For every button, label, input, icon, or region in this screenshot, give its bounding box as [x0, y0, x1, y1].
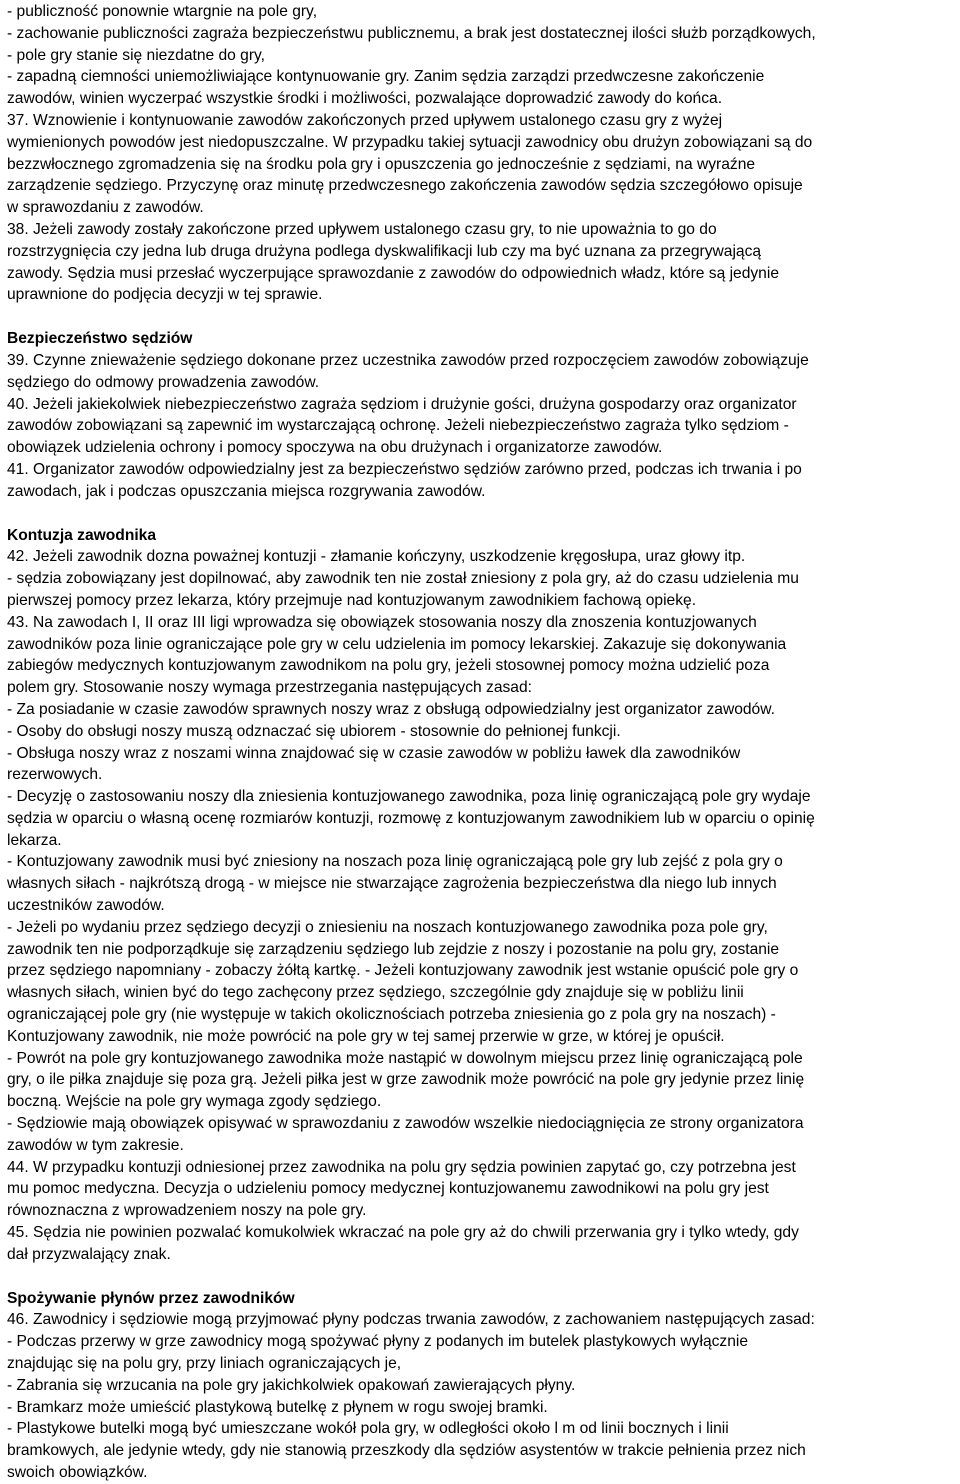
text-line: zawodników poza linie ograniczające pole gry w celu udzielenia im pomocy lekarskiej. Zakazuje się dokonywania: [7, 635, 787, 653]
text-line: zawodów zobowiązani są zapewnić im wystarczającą ochronę. Jeżeli niebezpieczeństwo zagraża tylko sędziom -: [7, 417, 789, 435]
text-line: 41. Organizator zawodów odpowiedzialny jest za bezpieczeństwo sędziów zarówno przed, podczas ich trwania i po: [7, 460, 802, 478]
text-line: - Podczas przerwy w grze zawodnicy mogą spożywać płyny z podanych im butelek plastykowych wyłącznie: [7, 1333, 749, 1351]
text-line: w sprawozdaniu z zawodów.: [7, 199, 204, 217]
text-line: zabiegów medycznych kontuzjowanym zawodnikom na polu gry, jeżeli stosownej pomocy można udzielić poza: [7, 657, 770, 675]
text-line: 39. Czynne znieważenie sędziego dokonane przez uczestnika zawodów przed rozpoczęciem zawodów zobowiązuje: [7, 351, 809, 369]
paragraph: [7, 546, 953, 1265]
text-line: lekarza.: [7, 831, 62, 849]
text-line: zarządzenie sędziego. Przyczynę oraz minutę przedwczesnego zakończenia zawodów sędzia szczegółowo opisuje: [7, 177, 803, 195]
section-heading: Bezpieczeństwo sędziów: [7, 330, 193, 348]
text-line: - Bramkarz może umieścić plastykową butelkę z płynem w rogu swojej bramki.: [7, 1398, 548, 1416]
text-line: 37. Wznowienie i kontynuowanie zawodów zakończonych przed upływem ustalonego czasu gry z wyżej: [7, 111, 723, 129]
text-line: dał przyzwalający znak.: [7, 1245, 171, 1263]
paragraph: [7, 350, 953, 503]
text-line: sędzia w oparciu o własną ocenę rozmiarów kontuzji, rozmowę z kontuzjowanym zawodnikiem lub w oparciu o opinię: [7, 809, 815, 827]
text-line: zawodów, winien wyczerpać wszystkie środki i możliwości, pozwalające doprowadzić zawody do końca.: [7, 90, 723, 108]
text-line: 45. Sędzia nie powinien pozwalać komukolwiek wkraczać na pole gry aż do chwili przerwania gry i tylko wtedy, gdy: [7, 1224, 799, 1242]
text-line: 38. Jeżeli zawody zostały zakończone przed upływem ustalonego czasu gry, to nie upoważnia to go do: [7, 220, 717, 238]
text-line: - Plastykowe butelki mogą być umieszczane wokół pola gry, w odległości około l m od linii bocznych i linii: [7, 1420, 729, 1438]
text-line: - Za posiadanie w czasie zawodów sprawnych noszy wraz z obsługą odpowiedzialny jest organizator zawodów.: [7, 700, 775, 718]
text-line: - Zabrania się wrzucania na pole gry jakichkolwiek opakowań zawierających płyny.: [7, 1376, 576, 1394]
text-line: - Kontuzjowany zawodnik musi być zniesiony na noszach poza linię ograniczającą pole gry lub zejść z pola gry o: [7, 853, 783, 871]
section-spacer: [7, 306, 953, 328]
text-line: bramkowych, ale jedynie wtedy, gdy nie stanowią przeszkody dla sędziów asystentów w trakcie pełnienia przez nich: [7, 1442, 806, 1460]
text-line: 43. Na zawodach I, II oraz III ligi wprowadza się obowiązek stosowania noszy dla znoszenia kontuzjowanych: [7, 613, 757, 631]
section-heading: Kontuzja zawodnika: [7, 526, 157, 544]
text-line: sędziego do odmowy prowadzenia zawodów.: [7, 373, 320, 391]
text-line: - Obsługa noszy wraz z noszami winna znajdować się w czasie zawodów w pobliżu ławek dla zawodników: [7, 744, 741, 762]
text-line: 42. Jeżeli zawodnik dozna poważnej kontuzji - złamanie kończyny, uszkodzenie kręgosłupa, uraz głowy itp.: [7, 548, 746, 566]
text-line: boczną. Wejście na pole gry wymaga zgody sędziego.: [7, 1093, 382, 1111]
text-line: - sędzia zobowiązany jest dopilnować, aby zawodnik ten nie został zniesiony z pola gry, aż do czasu udzielenia mu: [7, 570, 799, 588]
text-line: 44. W przypadku kontuzji odniesionej przez zawodnika na polu gry sędzia powinien zapytać go, czy potrzebna jest: [7, 1158, 796, 1176]
text-line: uprawnione do podjęcia decyzji w tej sprawie.: [7, 286, 323, 304]
text-line: przez sędziego napomniany - zobaczy żółtą kartkę. - Jeżeli kontuzjowany zawodnik jest wstanie opuścić pole gry o: [7, 962, 799, 980]
text-line: - Powrót na pole gry kontuzjowanego zawodnika może nastąpić w dowolnym miejscu przez linię ograniczającą pole: [7, 1049, 803, 1067]
text-line: rezerwowych.: [7, 766, 103, 784]
text-line: polem gry. Stosowanie noszy wymaga przestrzegania następujących zasad:: [7, 679, 532, 697]
text-line: - Decyzję o zastosowaniu noszy dla zniesienia kontuzjowanego zawodnika, poza linię ograniczającą pole gry wydaje: [7, 788, 811, 806]
text-line: własnych siłach, winien być do tego zachęcony przez sędziego, szczególnie gdy znajduje się w pobliżu linii: [7, 984, 744, 1002]
text-line: wymienionych powodów jest niedopuszczalne. W przypadku takiej sytuacji zawodnicy obu drużyn zobowiązani są do: [7, 133, 813, 151]
paragraph: [7, 1, 953, 306]
text-line: zawodach, jak i podczas opuszczania miejsca rozgrywania zawodów.: [7, 482, 486, 500]
text-line: pierwszej pomocy przez lekarza, który przejmuje nad kontuzjowanym zawodnikiem fachową opiekę.: [7, 591, 697, 609]
text-line: mu pomoc medyczna. Decyzja o udzieleniu pomocy medycznej kontuzjowanemu zawodnikowi na polu gry jest: [7, 1180, 769, 1198]
text-line: zawodnik ten nie podporządkuje się zarządzeniu sędziego lub zejdzie z noszy i pozostanie na polu gry, zostanie: [7, 940, 780, 958]
text-line: równoznaczna z wprowadzeniem noszy na pole gry.: [7, 1202, 367, 1220]
text-line: 40. Jeżeli jakiekolwiek niebezpieczeństwo zagraża sędziom i drużynie gości, drużyna gospodarzy oraz organizator: [7, 395, 797, 413]
text-line: - zachowanie publiczności zagraża bezpieczeństwu publicznemu, a brak jest dostatecznej ilości służb porządkowych,: [7, 24, 816, 42]
text-line: swoich obowiązków.: [7, 1464, 148, 1481]
text-line: - zapadną ciemności uniemożliwiające kontynuowanie gry. Zanim sędzia zarządzi przedwczesne zakończenie: [7, 68, 765, 86]
text-line: ograniczającej pole gry (nie występuje w takich okolicznościach potrzeba zniesienia go z pola gry na noszach) -: [7, 1006, 776, 1024]
section-spacer: [7, 503, 953, 525]
text-line: rozstrzygnięcia czy jedna lub druga drużyna podlega dyskwalifikacji lub czy ma być uznana za przegrywającą: [7, 242, 762, 260]
text-line: Kontuzjowany zawodnik, nie może powrócić na pole gry w tej samej przerwie w grze, w której je opuścił.: [7, 1027, 725, 1045]
text-line: obowiązek udzielenia ochrony i pomocy spoczywa na obu drużynach i organizatorze zawodów.: [7, 439, 663, 457]
text-line: gry, o ile piłka znajduje się poza grą. Jeżeli piłka jest w grze zawodnik może powrócić na pole gry jedynie przez linię: [7, 1071, 805, 1089]
section-spacer: [7, 1266, 953, 1288]
text-line: bezzwłocznego zgromadzenia się na środku pola gry i opuszczenia go jednocześnie z sędziami, na wyraźne: [7, 155, 756, 173]
section-heading: Spożywanie płynów przez zawodników: [7, 1289, 295, 1307]
text-line: własnych siłach - najkrótszą drogą - w miejsce nie stwarzające zagrożenia bezpieczeństwa dla niego lub innych: [7, 875, 777, 893]
text-line: - pole gry stanie się niezdatne do gry,: [7, 46, 266, 64]
text-line: - Osoby do obsługi noszy muszą odznaczać się ubiorem - stosownie do pełnionej funkcji.: [7, 722, 621, 740]
text-line: uczestników zawodów.: [7, 897, 165, 915]
paragraph: [7, 1309, 953, 1483]
text-line: - Sędziowie mają obowiązek opisywać w sprawozdaniu z zawodów wszelkie niedociągnięcia ze strony organizatora: [7, 1115, 804, 1133]
text-line: 46. Zawodnicy i sędziowie mogą przyjmować płyny podczas trwania zawodów, z zachowaniem następujących zasad:: [7, 1311, 815, 1329]
text-line: zawody. Sędzia musi przesłać wyczerpujące sprawozdanie z zawodów do odpowiednich władz, które są jedynie: [7, 264, 779, 282]
text-line: - publiczność ponownie wtargnie na pole gry,: [7, 3, 318, 20]
text-line: zawodów w tym zakresie.: [7, 1136, 184, 1154]
text-line: - Jeżeli po wydaniu przez sędziego decyzji o zniesieniu na noszach kontuzjowanego zawodnika poza pole gry,: [7, 918, 768, 936]
text-line: znajdując się na polu gry, przy liniach ograniczających je,: [7, 1355, 402, 1373]
